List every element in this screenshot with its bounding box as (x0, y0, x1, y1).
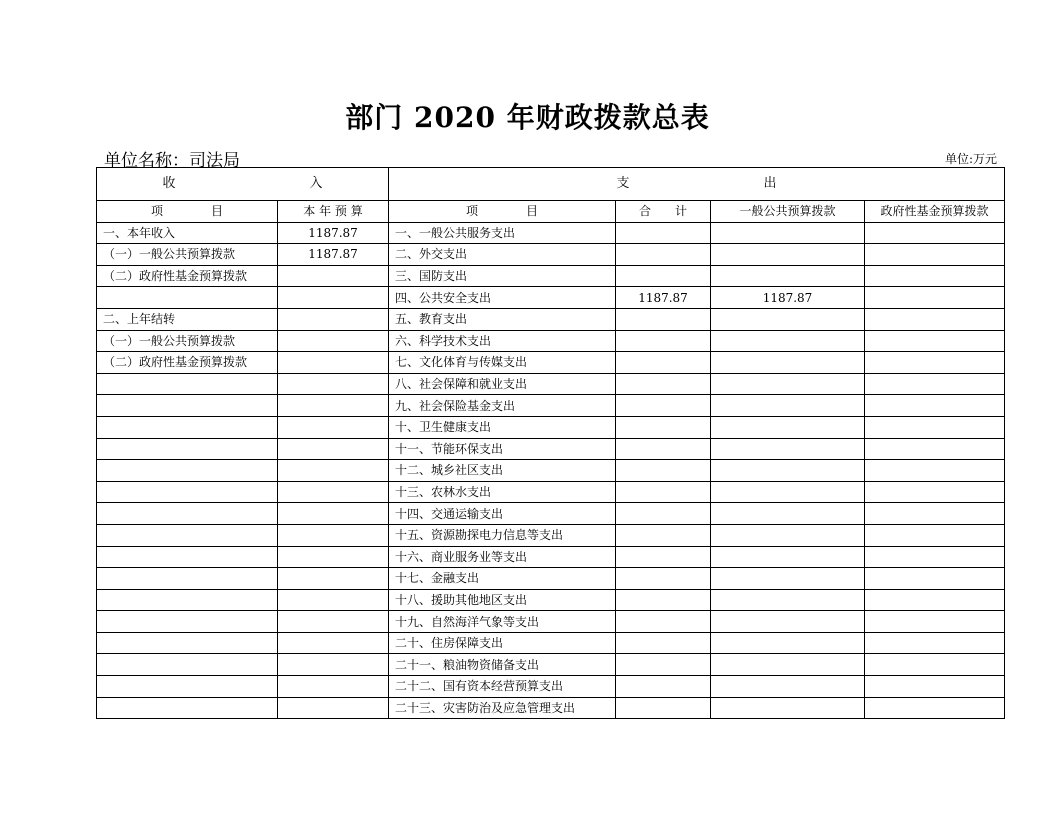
fund-cell (865, 287, 1005, 309)
col-expense-item: 项 目 (389, 201, 616, 223)
total-cell (616, 460, 711, 482)
general-cell (711, 352, 865, 374)
general-cell (711, 524, 865, 546)
table-row (97, 546, 1005, 568)
total-cell (616, 222, 711, 244)
table-row (97, 460, 1005, 482)
general-cell (711, 308, 865, 330)
fund-cell (865, 568, 1005, 590)
expense-item-cell: 十一、节能环保支出 (389, 438, 616, 460)
general-cell (711, 611, 865, 633)
expense-item-cell: 十三、农林水支出 (389, 481, 616, 503)
expense-item-cell: 三、国防支出 (389, 265, 616, 287)
table-row (97, 287, 1005, 309)
fund-cell (865, 395, 1005, 417)
table-row (97, 265, 1005, 287)
total-cell (616, 654, 711, 676)
fund-cell (865, 265, 1005, 287)
page-title: 部门 2020 年财政拨款总表 (345, 101, 710, 134)
general-cell (711, 546, 865, 568)
expense-section-header (389, 168, 1005, 201)
total-cell (616, 632, 711, 654)
table-row (97, 589, 1005, 611)
fund-cell (865, 632, 1005, 654)
income-item-cell (97, 524, 278, 546)
table-row (97, 373, 1005, 395)
expense-item-cell: 五、教育支出 (389, 308, 616, 330)
expense-item-cell: 十五、资源勘探电力信息等支出 (389, 524, 616, 546)
income-item-cell (97, 438, 278, 460)
fund-cell (865, 352, 1005, 374)
income-header-char-2: 入 (309, 176, 323, 191)
income-item-cell (97, 611, 278, 633)
total-cell (616, 568, 711, 590)
expense-item-cell: 二、外交支出 (389, 244, 616, 266)
table-row (97, 481, 1005, 503)
income-amount-cell (278, 654, 389, 676)
income-amount-cell (278, 287, 389, 309)
general-cell (711, 632, 865, 654)
general-cell (711, 265, 865, 287)
expense-item-cell: 二十一、粮油物资储备支出 (389, 654, 616, 676)
expense-header-char-2: 出 (763, 176, 777, 191)
income-amount-cell (278, 330, 389, 352)
income-amount-cell (278, 676, 389, 698)
fund-cell (865, 416, 1005, 438)
fund-cell (865, 697, 1005, 719)
col-income-item: 项 目 (97, 201, 278, 223)
income-amount-cell (278, 568, 389, 590)
income-amount-cell: 1187.87 (278, 222, 389, 244)
income-amount-cell (278, 503, 389, 525)
general-cell (711, 568, 865, 590)
total-cell (616, 265, 711, 287)
expense-item-cell: 九、社会保险基金支出 (389, 395, 616, 417)
income-amount-cell (278, 524, 389, 546)
fund-cell (865, 308, 1005, 330)
general-cell (711, 654, 865, 676)
general-cell: 1187.87 (711, 287, 865, 309)
fund-cell (865, 222, 1005, 244)
fund-cell (865, 481, 1005, 503)
income-amount-cell (278, 460, 389, 482)
total-cell (616, 524, 711, 546)
income-header-char-1: 收 (162, 176, 176, 191)
expense-item-cell: 四、公共安全支出 (389, 287, 616, 309)
total-cell (616, 697, 711, 719)
income-item-cell (97, 546, 278, 568)
total-cell (616, 395, 711, 417)
income-amount-cell (278, 352, 389, 374)
table-row (97, 524, 1005, 546)
header-row-columns (97, 201, 1005, 223)
table-row (97, 632, 1005, 654)
income-item-cell (97, 416, 278, 438)
fund-cell (865, 654, 1005, 676)
general-cell (711, 330, 865, 352)
table-row (97, 222, 1005, 244)
total-cell (616, 244, 711, 266)
col-general: 一般公共预算拨款 (711, 201, 865, 223)
total-cell (616, 546, 711, 568)
income-item-cell (97, 697, 278, 719)
income-amount-cell (278, 589, 389, 611)
total-cell: 1187.87 (616, 287, 711, 309)
expense-item-cell: 六、科学技术支出 (389, 330, 616, 352)
total-cell (616, 676, 711, 698)
expense-item-cell: 十二、城乡社区支出 (389, 460, 616, 482)
table-row (97, 244, 1005, 266)
fund-cell (865, 503, 1005, 525)
income-item-cell (97, 481, 278, 503)
total-cell (616, 611, 711, 633)
expense-item-cell: 一、一般公共服务支出 (389, 222, 616, 244)
general-cell (711, 438, 865, 460)
expense-item-cell: 七、文化体育与传媒支出 (389, 352, 616, 374)
general-cell (711, 589, 865, 611)
income-amount-cell (278, 308, 389, 330)
income-item-cell (97, 589, 278, 611)
income-item-cell (97, 287, 278, 309)
expense-item-cell: 十四、交通运输支出 (389, 503, 616, 525)
income-amount-cell (278, 611, 389, 633)
table-row (97, 330, 1005, 352)
income-amount-cell (278, 438, 389, 460)
general-cell (711, 395, 865, 417)
fund-cell (865, 330, 1005, 352)
income-amount-cell (278, 395, 389, 417)
table-row (97, 697, 1005, 719)
general-cell (711, 481, 865, 503)
col-total: 合 计 (616, 201, 711, 223)
col-income-budget: 本 年 预 算 (278, 201, 389, 223)
income-item-cell: （一）一般公共预算拨款 (97, 244, 278, 266)
unit-label: 单位:万元 (944, 152, 997, 166)
income-section-header (97, 168, 389, 201)
fund-cell (865, 589, 1005, 611)
expense-item-cell: 二十、住房保障支出 (389, 632, 616, 654)
income-item-cell: （一）一般公共预算拨款 (97, 330, 278, 352)
income-item-cell: （二）政府性基金预算拨款 (97, 265, 278, 287)
income-item-cell (97, 373, 278, 395)
expense-header-char-1: 支 (616, 176, 630, 191)
expense-item-cell: 十七、金融支出 (389, 568, 616, 590)
total-cell (616, 438, 711, 460)
income-item-cell: 二、上年结转 (97, 308, 278, 330)
table-row (97, 416, 1005, 438)
total-cell (616, 416, 711, 438)
general-cell (711, 460, 865, 482)
expense-item-cell: 十六、商业服务业等支出 (389, 546, 616, 568)
income-item-cell (97, 460, 278, 482)
unit-name: 单位名称：司法局 (104, 151, 240, 171)
total-cell (616, 503, 711, 525)
income-item-cell: （二）政府性基金预算拨款 (97, 352, 278, 374)
expense-item-cell: 二十二、国有资本经营预算支出 (389, 676, 616, 698)
header-row-sections (97, 168, 1005, 201)
col-fund: 政府性基金预算拨款 (865, 201, 1005, 223)
general-cell (711, 244, 865, 266)
fund-cell (865, 373, 1005, 395)
total-cell (616, 352, 711, 374)
income-item-cell (97, 654, 278, 676)
fund-cell (865, 546, 1005, 568)
budget-table (96, 167, 1005, 719)
income-amount-cell: 1187.87 (278, 244, 389, 266)
income-amount-cell (278, 265, 389, 287)
income-amount-cell (278, 697, 389, 719)
expense-item-cell: 十八、援助其他地区支出 (389, 589, 616, 611)
income-item-cell (97, 395, 278, 417)
income-amount-cell (278, 632, 389, 654)
general-cell (711, 222, 865, 244)
general-cell (711, 416, 865, 438)
income-amount-cell (278, 546, 389, 568)
fund-cell (865, 676, 1005, 698)
fund-cell (865, 611, 1005, 633)
table-row (97, 611, 1005, 633)
table-row (97, 438, 1005, 460)
general-cell (711, 697, 865, 719)
general-cell (711, 676, 865, 698)
table-row (97, 503, 1005, 525)
income-item-cell (97, 503, 278, 525)
fund-cell (865, 438, 1005, 460)
table-row (97, 676, 1005, 698)
fund-cell (865, 460, 1005, 482)
income-amount-cell (278, 481, 389, 503)
fund-cell (865, 244, 1005, 266)
expense-item-cell: 八、社会保障和就业支出 (389, 373, 616, 395)
income-amount-cell (278, 416, 389, 438)
total-cell (616, 308, 711, 330)
table-row (97, 352, 1005, 374)
table-row (97, 654, 1005, 676)
expense-item-cell: 十九、自然海洋气象等支出 (389, 611, 616, 633)
total-cell (616, 373, 711, 395)
expense-item-cell: 二十三、灾害防治及应急管理支出 (389, 697, 616, 719)
income-amount-cell (278, 373, 389, 395)
general-cell (711, 373, 865, 395)
total-cell (616, 481, 711, 503)
income-item-cell (97, 568, 278, 590)
income-item-cell (97, 632, 278, 654)
total-cell (616, 589, 711, 611)
income-item-cell: 一、本年收入 (97, 222, 278, 244)
total-cell (616, 330, 711, 352)
table-row (97, 395, 1005, 417)
table-row (97, 308, 1005, 330)
general-cell (711, 503, 865, 525)
table-row (97, 568, 1005, 590)
fund-cell (865, 524, 1005, 546)
expense-item-cell: 十、卫生健康支出 (389, 416, 616, 438)
income-item-cell (97, 676, 278, 698)
